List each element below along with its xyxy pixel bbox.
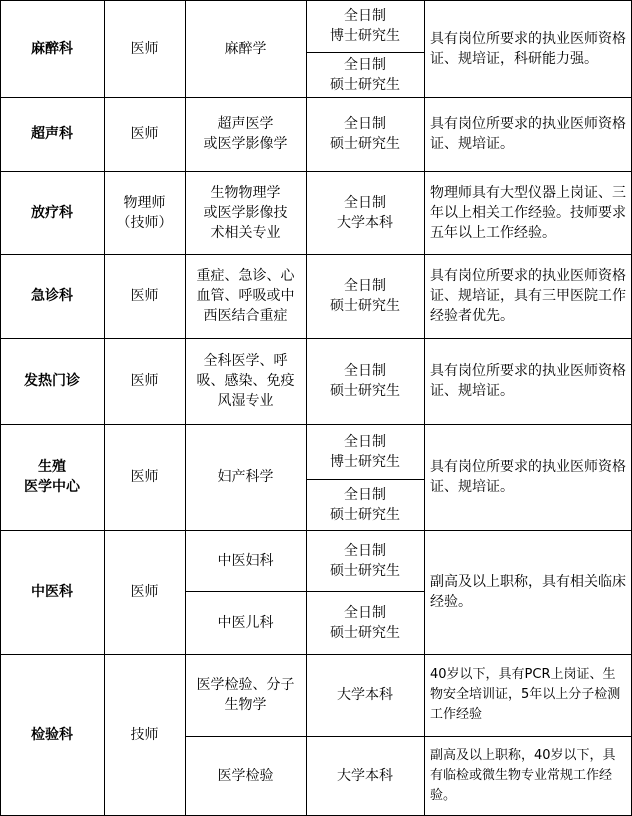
table-border [104, 0, 105, 816]
major-cell: 重症、急诊、心 血管、呼吸或中 西医结合重症 [196, 268, 295, 324]
position-cell: 技师 [130, 727, 159, 743]
position-cell: 医师 [130, 40, 159, 57]
major-cell: 中医妇科 [217, 552, 274, 569]
major-cell: 超声医学 或医学影像学 [203, 116, 288, 152]
department-cell: 急诊科 [31, 288, 73, 304]
table-border [306, 52, 424, 53]
education-cell: 全日制 硕士研究生 [330, 56, 400, 93]
position-cell: 医师 [130, 126, 159, 142]
table-border [0, 654, 632, 655]
requirements-cell: 具有岗位所要求的执业医师资格证、规培证。 [430, 116, 626, 152]
education-cell: 全日制 博士研究生 [330, 433, 400, 470]
department-cell: 中医科 [31, 584, 73, 600]
education-cell: 全日制 硕士研究生 [330, 486, 400, 523]
major-cell: 麻醉学 [224, 40, 267, 57]
table-border [185, 0, 186, 816]
education-cell: 全日制 博士研究生 [330, 8, 400, 44]
education-cell: 全日制 硕士研究生 [330, 604, 400, 641]
position-cell: 医师 [130, 373, 159, 389]
table-border [0, 0, 1, 816]
department-cell: 发热门诊 [24, 373, 80, 389]
requirements-cell: 物理师具有大型仪器上岗证、三年以上相关工作经验。技师要求五年以上工作经验。 [430, 184, 626, 241]
department-cell: 超声科 [31, 126, 73, 142]
requirements-cell: 副高及以上职称，40岁以下，具有临检或微生物专业常规工作经验。 [430, 748, 616, 803]
requirements-cell: 具有岗位所要求的执业医师资格证、规培证。 [430, 363, 626, 399]
department-cell: 放疗科 [31, 204, 73, 221]
department-cell: 生殖 医学中心 [24, 459, 80, 495]
position-cell: 医师 [130, 469, 159, 485]
table-border [185, 591, 424, 592]
major-cell: 妇产科学 [217, 469, 274, 485]
requirements-cell: 40岁以下，具有PCR上岗证、生物安全培训证，5年以上分子检测工作经验 [430, 667, 621, 722]
table-border [185, 736, 632, 737]
table-border [306, 0, 307, 816]
position-cell: 医师 [130, 288, 159, 304]
table-border [306, 479, 424, 480]
major-cell: 医学检验、分子 生物学 [196, 677, 295, 713]
education-cell: 全日制 硕士研究生 [330, 363, 400, 399]
table-border [0, 254, 632, 255]
education-cell: 全日制 硕士研究生 [330, 116, 400, 152]
table-border [0, 97, 632, 98]
requirements-cell: 具有岗位所要求的执业医师资格证、规培证，科研能力强。 [430, 30, 626, 67]
major-cell: 中医儿科 [217, 614, 274, 631]
table-border [0, 530, 632, 531]
major-cell: 生物物理学 或医学影像技 术相关专业 [203, 184, 288, 241]
department-cell: 麻醉科 [31, 40, 73, 57]
requirements-cell: 具有岗位所要求的执业医师资格证、规培证，具有三甲医院工作经验者优先。 [430, 268, 626, 324]
requirements-cell: 具有岗位所要求的执业医师资格证、规培证。 [430, 459, 626, 495]
position-cell: 物理师 （技师） [116, 194, 173, 231]
education-cell: 大学本科 [337, 768, 393, 784]
department-cell: 检验科 [31, 727, 73, 743]
requirements-cell: 副高及以上职称，具有相关临床经验。 [430, 574, 626, 610]
table-border [0, 424, 632, 425]
education-cell: 全日制 大学本科 [337, 194, 393, 231]
education-cell: 全日制 硕士研究生 [330, 542, 400, 579]
table-border [0, 171, 632, 172]
table-border [0, 0, 632, 1]
education-cell: 大学本科 [337, 687, 393, 703]
major-cell: 医学检验 [217, 768, 274, 784]
position-cell: 医师 [130, 584, 159, 600]
education-cell: 全日制 硕士研究生 [330, 278, 400, 314]
table-border [424, 0, 425, 816]
major-cell: 全科医学、呼 吸、感染、免疫 风湿专业 [196, 353, 295, 409]
table-border [0, 338, 632, 339]
